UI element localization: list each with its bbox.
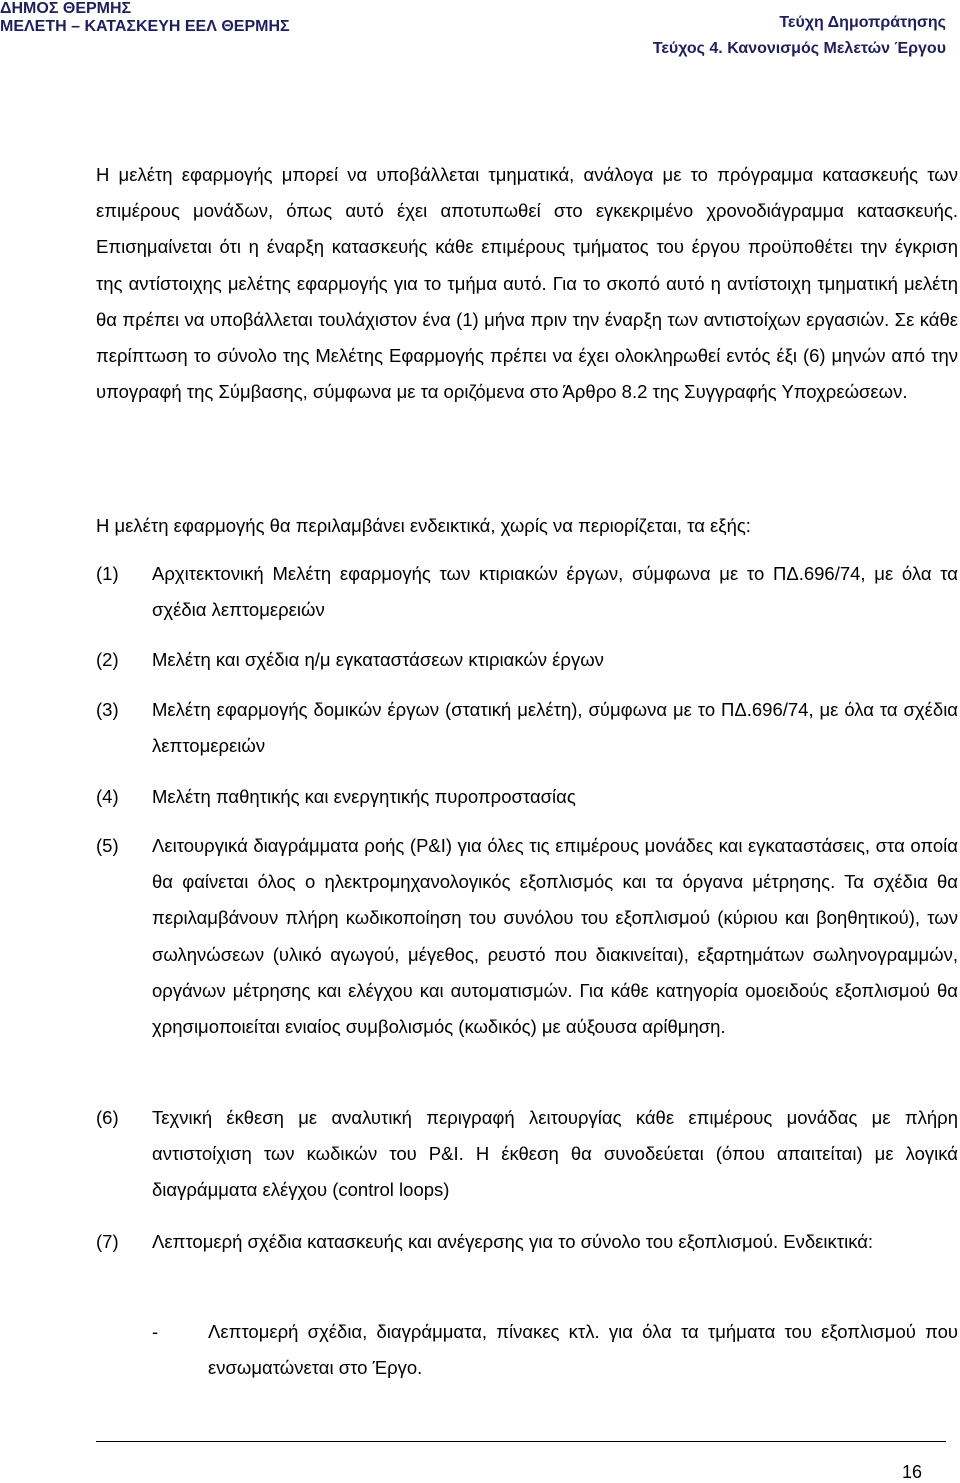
list-item-text: Μελέτη και σχέδια η/μ εγκαταστάσεων κτιριακών έργων [152, 649, 604, 670]
list-item-number: (5) [96, 835, 119, 856]
list-item-number: (6) [96, 1107, 119, 1128]
list-item-number: (1) [96, 563, 119, 584]
page-number: 16 [901, 1462, 922, 1482]
list-item [96, 779, 958, 815]
list-item-text: Μελέτη εφαρμογής δομικών έργων (στατική μελέτη), σύμφωνα με το ΠΔ.696/74, με όλα τα σχέδια λεπτομερειών [152, 699, 958, 757]
list-item [96, 642, 958, 678]
sub-list-item-dash: - [152, 1321, 159, 1342]
list-item-text: Μελέτη παθητικής και ενεργητικής πυροπροστασίας [152, 786, 576, 807]
list-item-text: Αρχιτεκτονική Μελέτη εφαρμογής των κτιριακών έργων, σύμφωνα με το ΠΔ.696/74, με όλα τα σχέδια λεπτομερειών [152, 563, 958, 621]
list-item-number: (2) [96, 649, 119, 670]
sub-list-item-text: Λεπτομερή σχέδια, διαγράμματα, πίνακες κτλ. για όλα τα τμήματα του εξοπλισμού που ενσωματώνεται στο Έργο. [208, 1321, 958, 1379]
list-item [96, 1100, 958, 1209]
list-item [96, 828, 958, 1045]
footer-divider [96, 1441, 946, 1442]
header-org-line1: ΔΗΜΟΣ ΘΕΡΜΗΣ [0, 0, 132, 17]
header-doc-title: Τεύχη Δημοπράτησης [779, 14, 946, 31]
list-item-text: Τεχνική έκθεση με αναλυτική περιγραφή λειτουργίας κάθε επιμέρους μονάδας με πλήρη αντιστοίχιση των κωδικών του P&I. Η έκθεση θα συνοδεύεται (όπου απαιτείται) με λογικά διαγράμματα ελέγχου (control loops) [152, 1107, 958, 1201]
header-document [653, 0, 946, 58]
header-org-line2: ΜΕΛΕΤΗ – ΚΑΤΑΣΚΕΥΗ ΕΕΛ ΘΕΡΜΗΣ [0, 18, 290, 35]
list-item [96, 556, 958, 628]
list-item [96, 1224, 958, 1260]
sub-list-item [152, 1314, 958, 1386]
body-paragraph-2: Η μελέτη εφαρμογής θα περιλαμβάνει ενδεικτικά, χωρίς να περιορίζεται, τα εξής: [96, 515, 751, 536]
list-item-text: Λειτουργικά διαγράμματα ροής (P&I) για όλες τις επιμέρους μονάδες και εγκαταστάσεις, στα οποία θα φαίνεται όλος ο ηλεκτρομηχανολογικός εξοπλισμός και τα όργανα μέτρησης. Τα σχέδια θα περιλαμβάνουν πλήρη κωδικοποίηση του συνόλου του εξοπλισμού (κύριου και βοηθητικού), των σωληνώσεων (υλικό αγωγού, μέγεθος, ρευστό που διακινείται), εξαρτημάτων σωληνογραμμών, οργάνων μέτρησης και ελέγχου και αυτοματισμών. Για κάθε κατηγορία ομοειδούς εξοπλισμού θα χρησιμοποιείται ενιαίος συμβολισμός (κωδικός) με αύξουσα αρίθμηση. [152, 835, 958, 1038]
list-item-text: Λεπτομερή σχέδια κατασκευής και ανέγερσης για το σύνολο του εξοπλισμού. Ενδεικτικά: [152, 1231, 874, 1252]
list-item-number: (4) [96, 786, 119, 807]
list-item-number: (3) [96, 699, 119, 720]
list-item-number: (7) [96, 1231, 119, 1252]
header-organization [0, 0, 290, 36]
body-paragraph-1: Η μελέτη εφαρμογής μπορεί να υποβάλλεται τμηματικά, ανάλογα με το πρόγραμμα κατασκευής των επιμέρους μονάδων, όπως αυτό έχει αποτυπωθεί στο εγκεκριμένο χρονοδιάγραμμα κατασκευής. Επισημαίνεται ότι η έναρξη κατασκευής κάθε επιμέρους τμήματος του έργου προϋποθέτει την έγκριση της αντίστοιχης μελέτης εφαρμογής για το τμήμα αυτό. Για το σκοπό αυτό η αντίστοιχη τμηματική μελέτη θα πρέπει να υποβάλλεται τουλάχιστον ένα (1) μήνα πριν την έναρξη των αντιστοίχων εργασιών. Σε κάθε περίπτωση το σύνολο της Μελέτης Εφαρμογής πρέπει να έχει ολοκληρωθεί εντός έξι (6) μηνών από την υπογραφή της Σύμβασης, σύμφωνα με τα οριζόμενα στο Άρθρο 8.2 της Συγγραφής Υποχρεώσεων. [96, 164, 958, 403]
header-doc-subtitle: Τεύχος 4. Κανονισμός Μελετών Έργου [652, 40, 946, 57]
list-item [96, 692, 958, 764]
